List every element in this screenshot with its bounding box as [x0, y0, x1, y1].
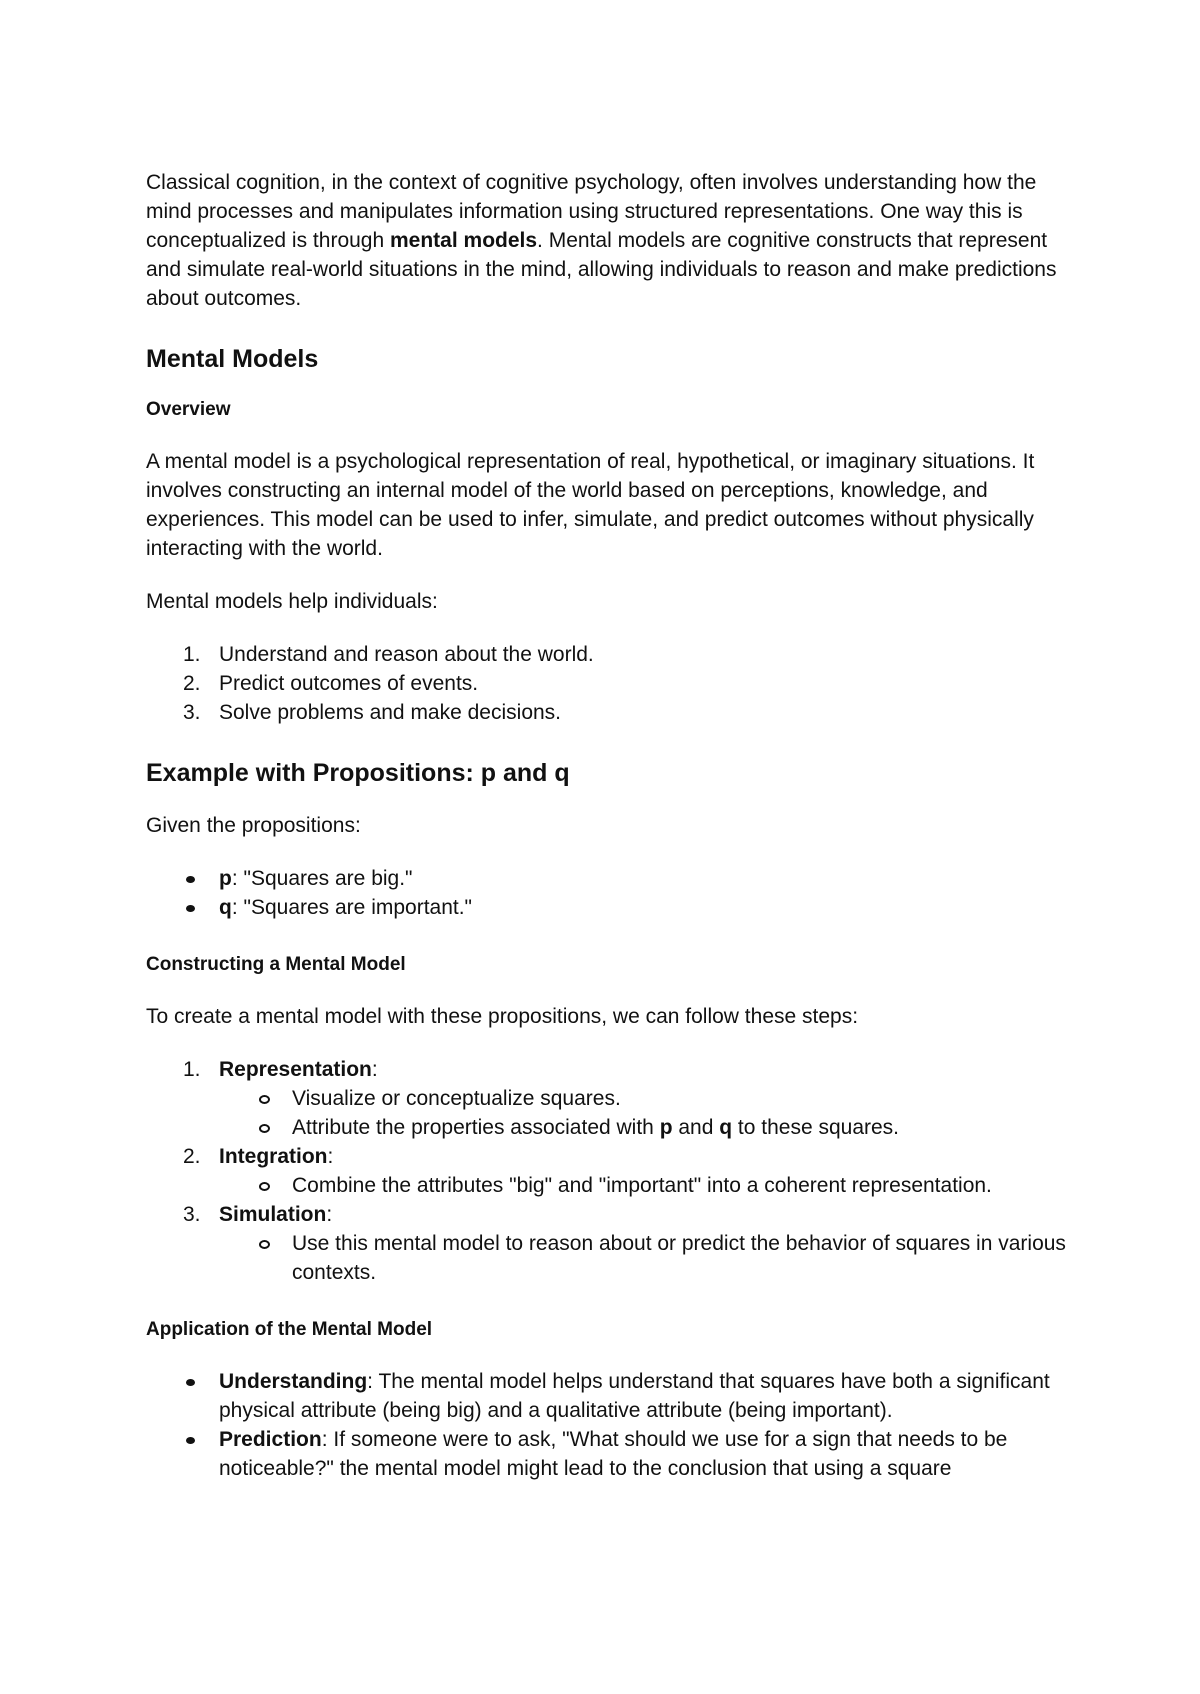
sub-item-text: Combine the attributes "big" and "important" into a coherent representation.: [292, 1174, 992, 1197]
intro-paragraph: [146, 168, 1076, 313]
hollow-bullet-icon: [259, 1124, 270, 1133]
intro-text-2: . Mental models are cognitive constructs that represent and simulate real-world situations in the mind, allowing individuals to reason and make predictions about outcomes.: [146, 229, 1057, 310]
step-title: Simulation: [219, 1203, 327, 1226]
heading-example: Example with Propositions: p and q: [146, 759, 570, 787]
step-title: Representation: [219, 1058, 372, 1081]
step-colon: :: [371, 1058, 378, 1081]
prop-label: p: [659, 1116, 673, 1139]
sub-item: [219, 1229, 1076, 1287]
constructing-intro: To create a mental model with these propositions, we can follow these steps:: [146, 1005, 859, 1028]
step-item: [146, 1200, 1076, 1287]
sub-list: [219, 1229, 1076, 1287]
sub-item: [146, 1084, 1076, 1113]
sub-list: [146, 1084, 1076, 1142]
hollow-bullet-icon: [259, 1095, 270, 1104]
intro-bold-term: mental models: [390, 229, 538, 252]
document-page: [146, 168, 1076, 1513]
sub-item: [146, 1113, 1076, 1142]
given-propositions: Given the propositions:: [146, 814, 361, 837]
prop-label: p: [219, 867, 232, 890]
list-item-text: Predict outcomes of events.: [219, 672, 479, 695]
list-item: [146, 1367, 1076, 1425]
bullet-icon: [186, 1437, 195, 1444]
step-item: [146, 1055, 1076, 1142]
sub-list: [146, 1171, 1076, 1200]
list-number: 3.: [183, 701, 201, 724]
bullet-icon: [186, 905, 195, 912]
bullet-icon: [186, 1379, 195, 1386]
sub-item-text: to these squares.: [732, 1116, 900, 1139]
step-number: 3.: [183, 1203, 201, 1226]
list-item: [146, 640, 1076, 669]
sub-item-text: Use this mental model to reason about or predict the behavior of squares in various contexts.: [292, 1232, 1066, 1284]
heading-application: Application of the Mental Model: [146, 1319, 433, 1340]
application-label: Understanding: [219, 1370, 368, 1393]
overview-paragraph: A mental model is a psychological representation of real, hypothetical, or imaginary situations. It involves constructing an internal model of the world based on perceptions, knowledge, and experiences. This model can be used to infer, simulate, and predict outcomes without physically interacting with the world.: [146, 450, 1035, 560]
heading-constructing: Constructing a Mental Model: [146, 954, 406, 975]
step-item: [146, 1142, 1076, 1200]
prop-label: q: [219, 896, 232, 919]
list-number: 1.: [183, 643, 201, 666]
prop-text: : "Squares are important.": [231, 896, 473, 919]
list-item: [146, 893, 1076, 922]
help-list: [146, 640, 1076, 727]
hollow-bullet-icon: [259, 1182, 270, 1191]
list-item-text: Understand and reason about the world.: [219, 643, 594, 666]
list-item: [146, 669, 1076, 698]
heading-overview: Overview: [146, 399, 231, 420]
propositions-list: [146, 864, 1076, 922]
intro-text-1: Classical cognition, in the context of cognitive psychology, often involves understanding how the mind processes and manipulates information using structured representations. One way this is conceptualized is through: [146, 171, 1037, 252]
prop-label: q: [719, 1116, 733, 1139]
step-colon: :: [326, 1203, 333, 1226]
application-label: Prediction: [219, 1428, 322, 1451]
list-number: 2.: [183, 672, 201, 695]
application-list: [146, 1367, 1076, 1483]
step-colon: :: [327, 1145, 334, 1168]
list-item-text: Solve problems and make decisions.: [219, 701, 562, 724]
sub-item-text: Visualize or conceptualize squares.: [292, 1087, 621, 1110]
heading-mental-models: Mental Models: [146, 345, 319, 373]
step-title: Integration: [219, 1145, 328, 1168]
prop-text: : "Squares are big.": [231, 867, 413, 890]
hollow-bullet-icon: [259, 1240, 270, 1249]
step-number: 1.: [183, 1058, 201, 1081]
sub-item-text: Attribute the properties associated with: [292, 1116, 660, 1139]
application-text: : If someone were to ask, "What should we use for a sign that needs to be noticeable?" the mental model might lead to the conclusion that using a square: [219, 1428, 1008, 1480]
sub-item: [146, 1171, 1076, 1200]
list-item: [146, 1425, 1076, 1483]
application-text: : The mental model helps understand that squares have both a significant physical attribute (being big) and a qualitative attribute (being important).: [219, 1370, 1050, 1422]
help-intro: Mental models help individuals:: [146, 590, 438, 613]
list-item: [146, 698, 1076, 727]
bullet-icon: [186, 876, 195, 883]
step-number: 2.: [183, 1145, 201, 1168]
list-item: [146, 864, 1076, 893]
steps-list: [146, 1055, 1076, 1287]
sub-item-text: and: [672, 1116, 720, 1139]
